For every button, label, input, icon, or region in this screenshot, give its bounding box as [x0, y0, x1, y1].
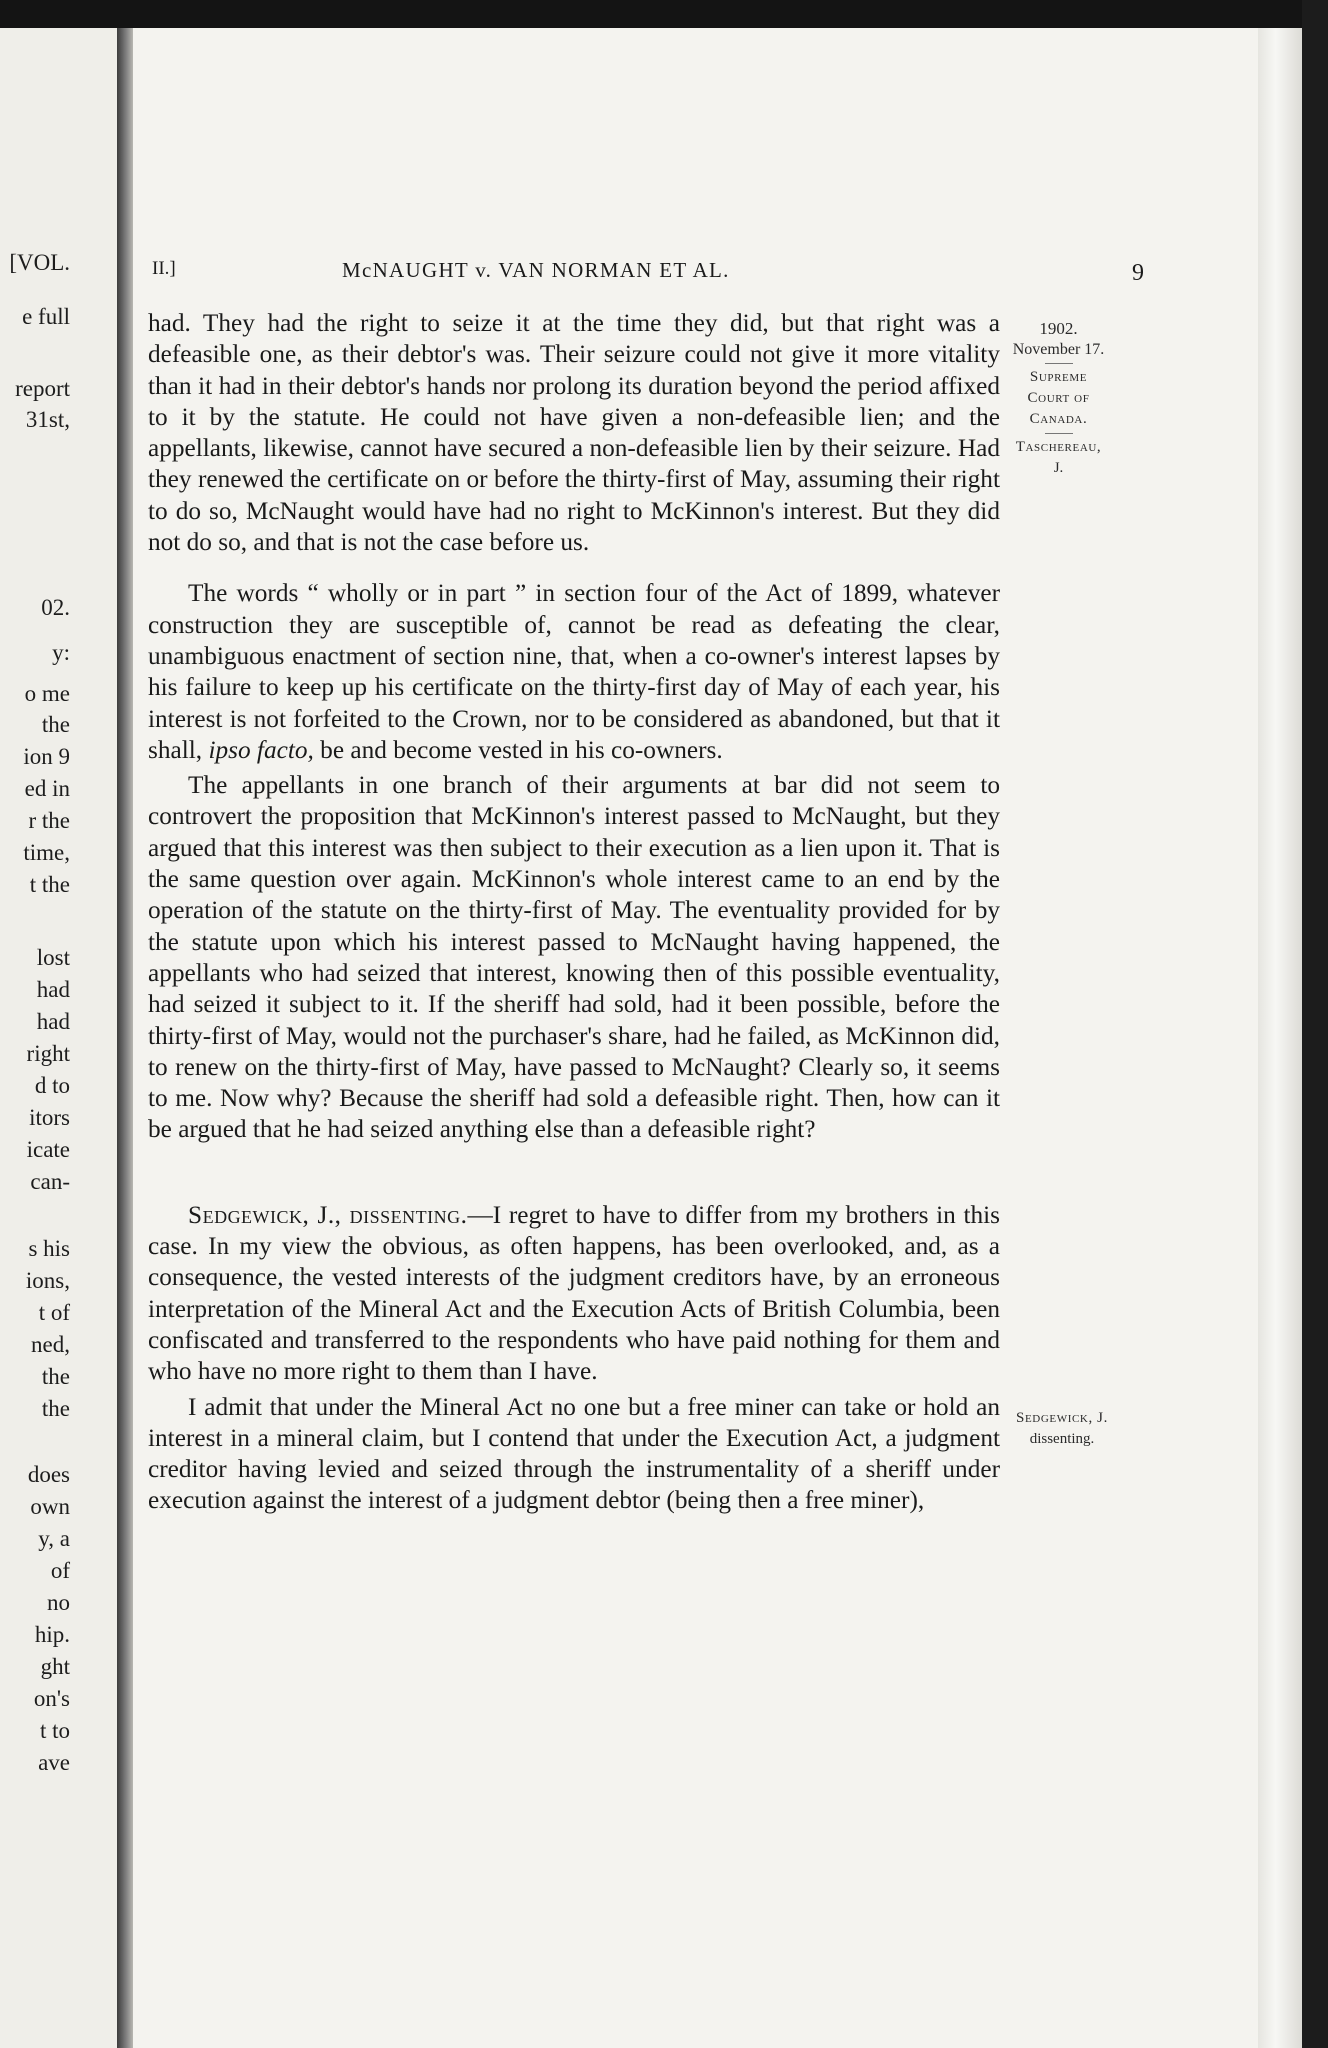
margin-rule	[1045, 363, 1073, 364]
page-body	[148, 308, 1000, 1517]
scan-right-border	[1302, 0, 1328, 2048]
margin-year: 1902.	[1039, 319, 1078, 338]
left-fragment: ave	[38, 1750, 70, 1775]
left-fragment: ned,	[31, 1332, 70, 1357]
left-fragment: no	[47, 1590, 70, 1615]
margin-court: Court of	[1027, 390, 1090, 406]
book-gutter	[117, 28, 133, 2048]
left-fragment: does	[27, 1462, 70, 1487]
judge-heading: Sedgewick, J., dissenting.	[188, 1200, 468, 1229]
left-fragment: of	[50, 1558, 70, 1583]
left-fragment: y, a	[38, 1526, 70, 1551]
paragraph: The appellants in one branch of their arguments at bar did not seem to controvert the proposition that McKinnon's interest passed to McNaught, but they argued that this interest was then subject to their execution as a lien upon it. That is the same question over again. McKinnon's whole interest came to an end by the operation of the statute on the thirty-first of May. The eventuality provided for by the statute upon which his interest passed to McNaught having happened, the appellants who had seized that interest, knowing then of this possible eventuality, had seized it subject to it. If the sheriff had sold, had it been possible, before the thirty-first of May, would not the purchaser's share, had he failed, as McKinnon did, to renew on the thirty-first of May, have passed to McNaught? Clearly so, it seems to me. Now why? Because the sheriff had sold a defeasible right. Then, how can it be argued that he had seized anything else than a defeasible right?	[148, 771, 1000, 1144]
margin-court: Supreme	[1029, 369, 1088, 385]
left-fragment: right	[26, 1041, 70, 1066]
left-fragment: 31st,	[25, 407, 70, 432]
case-title: McNAUGHT v. VAN NORMAN ET AL.	[342, 258, 730, 282]
margin-date: November 17.	[1012, 341, 1105, 358]
left-fragment: on's	[33, 1686, 70, 1711]
left-fragment: s his	[28, 1236, 70, 1261]
left-fragment: had	[36, 1009, 70, 1034]
left-fragment: r the	[28, 808, 70, 833]
paragraph-text: —I regret to have to differ from my brothers in this case. In my view the obvious, as often happens, has been overlooked, and, as a consequence, the vested interests of the judgment creditors have, by an erroneous interpretation of the Mineral Act and the Execution Acts of British Columbia, been confiscated and transferred to the respondents who have paid nothing for them and who have no more right to them than I have.	[148, 1200, 1000, 1386]
left-fragment: report	[15, 376, 70, 401]
paragraph	[148, 1200, 1000, 1388]
paragraph	[148, 578, 1000, 766]
left-fragment: 02.	[41, 595, 70, 620]
page-edge	[1258, 28, 1302, 2048]
volume-number: II.]	[152, 258, 176, 279]
running-header	[146, 258, 1146, 288]
margin-note-date	[1006, 318, 1111, 479]
paragraph-text: be and become vested in his co-owners.	[313, 735, 723, 764]
left-fragment: t the	[29, 872, 70, 897]
left-fragment: ions,	[25, 1268, 70, 1293]
left-fragment: lost	[36, 945, 70, 970]
margin-judge: Sedgewick, J.	[1016, 1410, 1108, 1426]
margin-court: Canada.	[1029, 411, 1088, 427]
left-fragment: own	[30, 1494, 70, 1519]
page-number: 9	[1132, 260, 1144, 286]
left-fragment: time,	[23, 840, 70, 865]
left-fragment: t of	[38, 1300, 70, 1325]
left-fragment: ght	[40, 1654, 70, 1679]
left-fragment: o me	[24, 681, 70, 706]
margin-judge: Taschereau,	[1015, 439, 1102, 455]
left-fragment: d to	[34, 1073, 70, 1098]
margin-judge: J.	[1053, 460, 1064, 476]
left-fragment: e full	[22, 304, 70, 329]
left-fragment: ed in	[24, 776, 70, 801]
left-fragment: the	[41, 1396, 70, 1421]
margin-dissent: dissenting.	[1029, 1431, 1095, 1447]
scan-top-border	[0, 0, 1328, 28]
left-fragment: the	[41, 712, 70, 737]
left-fragment: can-	[30, 1169, 70, 1194]
left-fragment: ion 9	[23, 744, 70, 769]
left-fragment: itors	[29, 1105, 70, 1130]
paragraph-text: The words “ wholly or in part ” in section four of the Act of 1899, whatever construction they are susceptible of, cannot be read as defeating the clear, unambiguous enactment of section nine, that, when a co-owner's interest lapses by his failure to keep up his certificate on the thirty-first day of May of each year, his interest is not forfeited to the Crown, nor to be considered as abandoned, but that it shall,	[148, 579, 1000, 764]
left-fragment: [VOL.	[9, 250, 70, 275]
margin-note-dissent	[992, 1408, 1132, 1450]
left-fragment: y:	[52, 640, 70, 665]
left-fragment: hip.	[34, 1622, 70, 1647]
left-fragment: the	[41, 1364, 70, 1389]
left-fragment: t to	[39, 1718, 70, 1743]
left-fragment: icate	[26, 1137, 70, 1162]
paragraph: had. They had the right to seize it at the time they did, but that right was a defeasible one, as their debtor's was. Their seizure could not give it more vitality than it had in their debtor's hands nor prolong its duration beyond the period affixed to it by the statute. He could not have given a non-defeasible lien; and the appellants, likewise, cannot have secured a non-defeasible lien by their seizure. Had they renewed the certificate on or before the thirty-first of May, assuming their right to do so, McNaught would have had no right to McKinnon's interest. But they did not do so, and that is not the case before us.	[148, 309, 1000, 557]
paragraph: I admit that under the Mineral Act no one but a free miner can take or hold an interest in a mineral claim, but I contend that under the Execution Act, a judgment creditor having levied and seized through the instrumentality of a sheriff under execution against the interest of a judgment debtor (being then a free miner),	[148, 1392, 1000, 1515]
left-page	[0, 28, 117, 2048]
left-fragment: had	[36, 977, 70, 1002]
margin-rule	[1045, 433, 1073, 434]
latin-phrase: ipso facto,	[208, 735, 314, 764]
